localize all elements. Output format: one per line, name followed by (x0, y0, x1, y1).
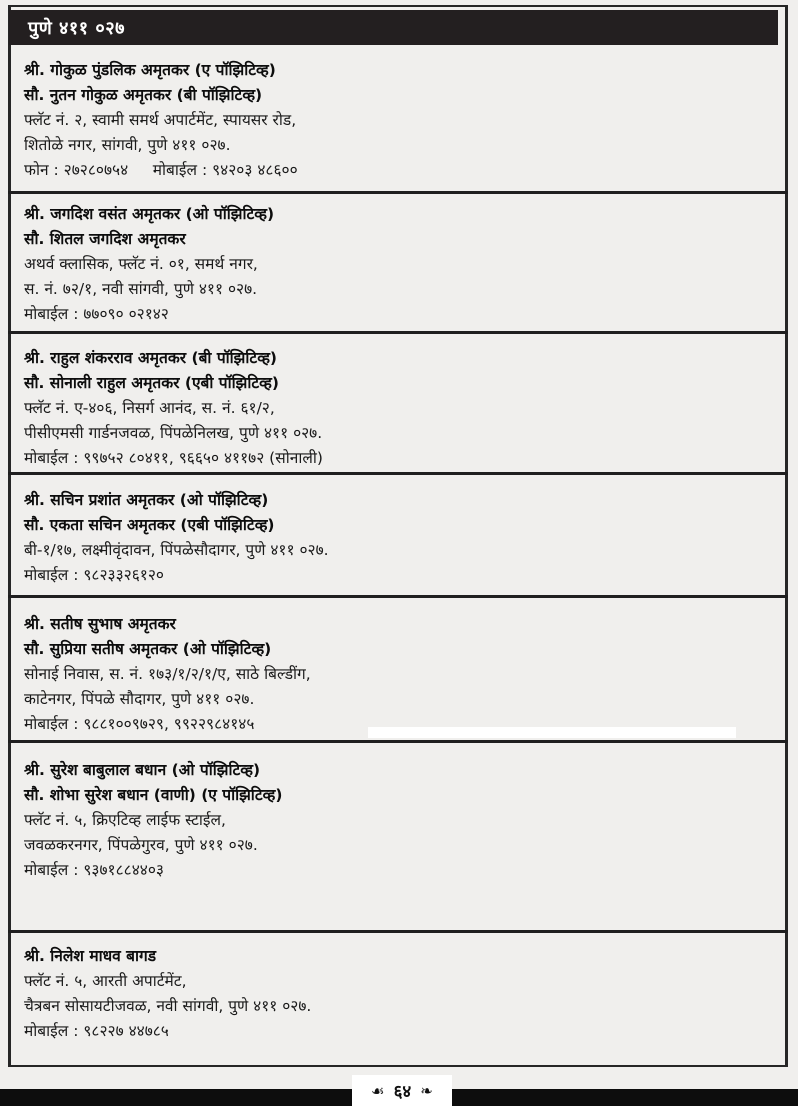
person-name-line: श्री. सचिन प्रशांत अमृतकर (ओ पॉझिटिव्ह) (24, 491, 269, 509)
frame-left-line (8, 5, 11, 1066)
address-line: काटेनगर, पिंपळे सौदागर, पुणे ४११ ०२७. (24, 690, 255, 708)
directory-entry (24, 944, 768, 1044)
directory-entry (24, 758, 768, 883)
whiteout-patch (368, 727, 736, 738)
address-line: शितोळे नगर, सांगवी, पुणे ४११ ०२७. (24, 136, 231, 154)
section-divider (8, 595, 788, 598)
frame-right-line (785, 5, 788, 1066)
spouse-name-line: सौ. सोनाली राहुल अमृतकर (एबी पॉझिटिव्ह) (24, 374, 279, 392)
directory-entry (24, 202, 768, 327)
section-divider (8, 191, 788, 194)
section-divider (8, 930, 788, 933)
spouse-name-line: सौ. नुतन गोकुळ अमृतकर (बी पॉझिटिव्ह) (24, 86, 263, 104)
frame-bottom-line (8, 1065, 788, 1067)
directory-entry (24, 58, 768, 183)
address-line: जवळकरनगर, पिंपळेगुरव, पुणे ४११ ०२७. (24, 836, 258, 854)
address-line: फ्लॅट नं. ए-४०६, निसर्ग आनंद, स. नं. ६१/२, (24, 399, 275, 417)
page-number: ६४ (393, 1082, 412, 1102)
frame-top-line (8, 5, 788, 7)
section-divider (8, 740, 788, 743)
address-line: सोनाई निवास, स. नं. १७३/१/२/१/ए, साठे बिल्डींग, (24, 665, 311, 683)
phone-line: मोबाईल : ९८२३३२६१२० (24, 566, 164, 584)
address-line: स. नं. ७२/१, नवी सांगवी, पुणे ४११ ०२७. (24, 280, 258, 298)
address-line: अथर्व क्लासिक, फ्लॅट नं. ०१, समर्थ नगर, (24, 255, 258, 273)
person-name-line: श्री. जगदिश वसंत अमृतकर (ओ पॉझिटिव्ह) (24, 205, 275, 223)
address-line: बी-१/१७, लक्ष्मीवृंदावन, पिंपळेसौदागर, पुणे ४११ ०२७. (24, 541, 329, 559)
address-line: फ्लॅट नं. ५, आरती अपार्टमेंट, (24, 972, 187, 990)
section-divider (8, 331, 788, 334)
page-number-box (352, 1075, 452, 1106)
address-line: पीसीएमसी गार्डनजवळ, पिंपळेनिलख, पुणे ४११ ०२७. (24, 424, 323, 442)
person-name-line: श्री. गोकुळ पुंडलिक अमृतकर (ए पॉझिटिव्ह) (24, 61, 276, 79)
person-name-line: श्री. सतीष सुभाष अमृतकर (24, 615, 176, 633)
person-name-line: श्री. निलेश माधव बागड (24, 947, 157, 965)
section-title: पुणे ४११ ०२७ (28, 17, 125, 39)
spouse-name-line: सौ. सुप्रिया सतीष अमृतकर (ओ पॉझिटिव्ह) (24, 640, 272, 658)
phone-line: मोबाईल : ९८२२७ ४४७८५ (24, 1022, 169, 1040)
spouse-name-line: सौ. एकता सचिन अमृतकर (एबी पॉझिटिव्ह) (24, 516, 275, 534)
person-name-line: श्री. राहुल शंकरराव अमृतकर (बी पॉझिटिव्ह) (24, 349, 278, 367)
phone-line: मोबाईल : ७७०९० ०२१४२ (24, 305, 169, 323)
phone-line: फोन : २७२८०७५४ मोबाईल : ९४२०३ ४८६०० (24, 161, 298, 179)
ornament-left-icon: ☙ (371, 1081, 385, 1100)
directory-entry (24, 346, 768, 471)
person-name-line: श्री. सुरेश बाबुलाल बधान (ओ पॉझिटिव्ह) (24, 761, 261, 779)
phone-line: मोबाईल : ९३७१८८४४०३ (24, 861, 164, 879)
directory-entry (24, 488, 768, 588)
section-divider (8, 472, 788, 475)
address-line: फ्लॅट नं. ५, क्रिएटिव्ह लाईफ स्टाईल, (24, 811, 226, 829)
phone-line: मोबाईल : ९८८१००९७२९, ९९२२९८४१४५ (24, 715, 255, 733)
address-line: चैत्रबन सोसायटीजवळ, नवी सांगवी, पुणे ४११ ०२७. (24, 997, 312, 1015)
address-line: फ्लॅट नं. २, स्वामी समर्थ अपार्टमेंट, स्पायसर रोड, (24, 111, 297, 129)
spouse-name-line: सौ. शितल जगदिश अमृतकर (24, 230, 186, 248)
ornament-right-icon: ❧ (420, 1081, 433, 1100)
section-header-bar (9, 10, 778, 45)
directory-entry (24, 612, 768, 737)
spouse-name-line: सौ. शोभा सुरेश बधान (वाणी) (ए पॉझिटिव्ह) (24, 786, 283, 804)
phone-line: मोबाईल : ९९७५२ ८०४११, ९६६५० ४११७२ (सोनाली) (24, 449, 323, 467)
